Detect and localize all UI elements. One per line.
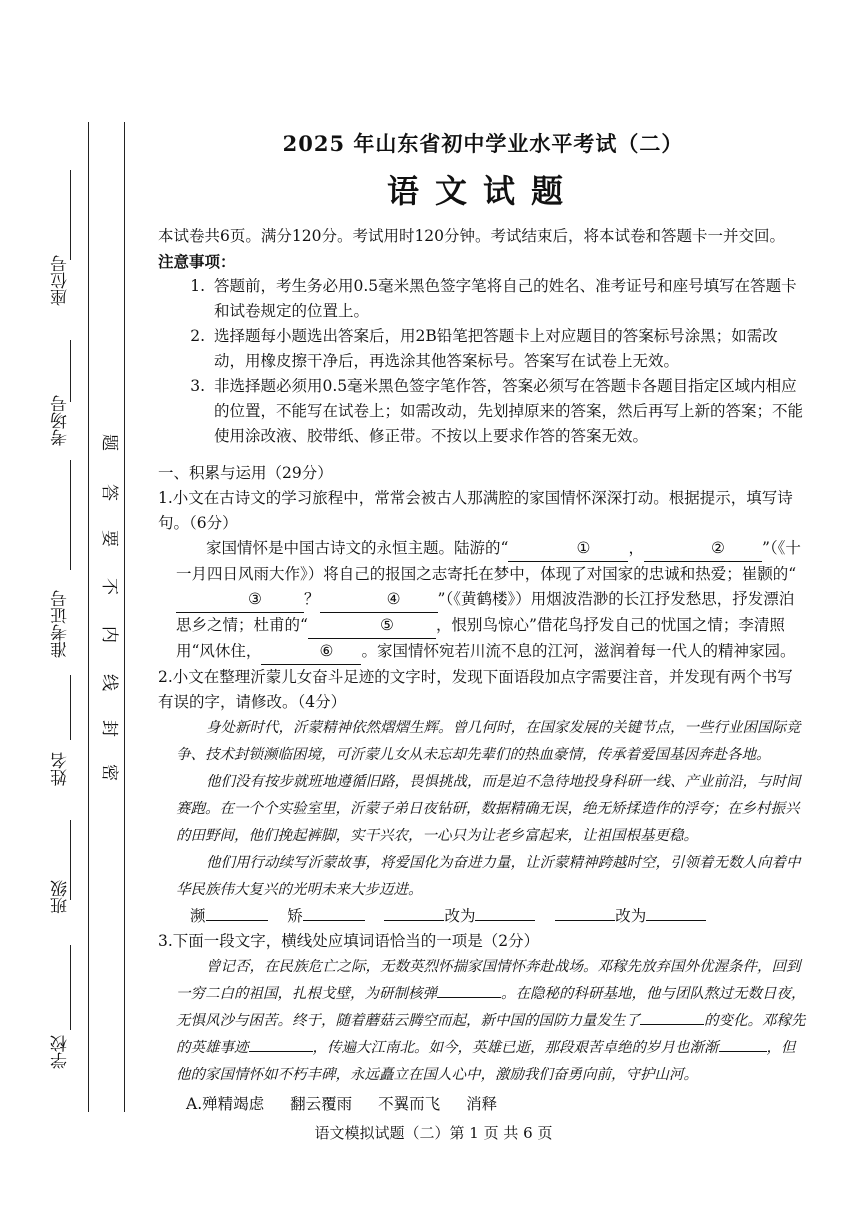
subject-title: 语文试题 <box>386 172 579 210</box>
page-footer: 语文模拟试题（二）第 1 页 共 6 页 <box>314 1124 553 1142</box>
question-2-paragraph: 身处新时代，沂蒙精神依然熠熠生辉。曾几何时，在国家发展的关键节点，一些行业困国际竞争、技术封锁濒临困境，可沂蒙儿女从未忘却先辈们的热血豪情，传承着爱国基因奔赴各地。 <box>176 720 801 763</box>
answer-blank <box>646 920 706 921</box>
answer-text: 改为 <box>444 907 476 925</box>
passage-text: ， <box>628 539 644 557</box>
question-2-paragraph: 他们没有按步就班地遵循旧路，畏惧挑战，而是迫不急待地投身科研一线、产业前沿，与时间赛跑。在一个个实验室里，沂蒙子弟日夜钻研，数据精确无误，绝无矫揉造作的浮夸；在乡村振兴的田野间，他们挽起裤脚，实干兴农，一心只为让老乡富起来，让祖国根基更稳。 <box>176 774 801 844</box>
notes-title: 注意事项： <box>158 252 236 271</box>
question-2-stem: 2.小文在整理沂蒙儿女奋斗足迹的文字时，发现下面语段加点字需要注音，并发现有两个书写有误的字，请修改。（4分） <box>158 668 793 711</box>
option-text: 消释 <box>466 1095 498 1113</box>
passage-text: ”（《黄鹤楼》）用烟波浩渺的长江抒发愁思，抒发漂泊思乡之情；杜甫的“ <box>176 590 795 634</box>
passage-text: ，但他的家国情怀如不朽丰碑，永远矗立在国人心中，激励我们奋勇向前，守护山河。 <box>176 1040 796 1083</box>
seal-char: 封 <box>102 716 119 736</box>
note-item: 2. 选择题每小题选出答案后，用2B铅笔把答题卡上对应题目的答案标号涂黑；如需改动，用橡皮擦干净后，再选涂其他答案标号。答案写在试卷上无效。 <box>210 324 808 374</box>
answer-char: 濒 <box>190 907 206 925</box>
name-line <box>70 675 71 740</box>
blank-1: ① <box>508 536 628 562</box>
question-3-options <box>158 1089 808 1119</box>
passage-text: ，传遍大江南北。如今，英雄已逝，那段艰苦卓绝的岁月也渐渐 <box>312 1040 719 1056</box>
blank-3: ③ <box>176 587 304 613</box>
answer-char: 矫 <box>287 907 303 925</box>
question-1-stem: 1.小文在古诗文的学习旅程中，常常会被古人那满腔的家国情怀深深打动。根据提示，填写诗句。（6分） <box>158 489 793 532</box>
blank <box>437 997 501 998</box>
room-number-label: 考场号 <box>51 395 71 446</box>
answer-blank <box>475 920 535 921</box>
seal-char: 不 <box>102 574 119 594</box>
name-label: 姓名 <box>51 752 71 786</box>
notes-list <box>158 274 808 449</box>
section-heading: 一、积累与运用（29分） <box>158 464 333 482</box>
note-item: 3. 非选择题必须用0.5毫米黑色签字笔作答，答案必须写在答题卡各题目指定区域内相应的位置，不能写在试卷上；如需改动，先划掉原来的答案，然后再写上新的答案；不能使用涂改液、胶带纸、修正带。不按以上要求作答的答案无效。 <box>210 374 808 449</box>
binding-line-inner <box>124 122 125 1112</box>
seat-number-line <box>70 170 71 260</box>
seal-char: 答 <box>102 480 119 500</box>
option-text: 翻云覆雨 <box>290 1095 353 1113</box>
seal-char: 密 <box>102 760 119 780</box>
passage-text: 曾记否，在民族危亡之际，无数英烈怀揣家国情怀奔赴战场。邓稼先放弃国外优渥条件，回到一穷二白的祖国，扎根戈壁，为研制核弹 <box>176 959 801 1002</box>
question-1-passage <box>158 536 808 665</box>
passage-text: ？ <box>304 590 320 608</box>
seat-number-label: 座位号 <box>51 255 71 306</box>
option-text: 不翼而飞 <box>378 1095 441 1113</box>
seal-char: 题 <box>102 430 119 450</box>
exam-title: 2025 年山东省初中学业水平考试（二） <box>282 131 684 156</box>
blank <box>640 1024 704 1025</box>
room-number-line <box>70 340 71 402</box>
question-2-answer-row <box>158 904 808 929</box>
blank-5: ⑤ <box>308 613 436 639</box>
passage-text: ，恨别鸟惊心”借花鸟抒发自己的忧国之情；李清照用“风休住， <box>176 616 785 660</box>
blank <box>719 1051 767 1052</box>
school-label: 学校 <box>51 1035 71 1069</box>
passage-text: ”（《十一月四日风雨大作》）将自己的报国之志寄托在梦中，体现了对国家的忠诚和热爱；崔颢的“ <box>176 539 801 583</box>
ticket-number-line <box>70 460 71 570</box>
question-2-paragraph: 他们用行动续写沂蒙故事，将爱国化为奋进力量，让沂蒙精神跨越时空，引领着无数人向着中华民族伟大复兴的光明未来大步迈进。 <box>176 855 801 898</box>
blank-4: ④ <box>320 587 438 613</box>
passage-text: 。家国情怀宛若川流不息的江河，滋润着每一代人的精神家园。 <box>361 642 796 660</box>
class-label: 班级 <box>51 880 71 914</box>
passage-text: 的变化。邓稼先的英雄事迹 <box>176 1013 806 1056</box>
blank-2: ② <box>644 536 762 562</box>
option-text: A.殚精竭虑 <box>186 1095 265 1113</box>
ticket-number-label: 准考证号 <box>51 590 71 658</box>
passage-text: 家国情怀是中国古诗文的永恒主题。陆游的“ <box>206 539 509 557</box>
answer-blank <box>303 920 365 921</box>
seal-char: 要 <box>102 526 119 546</box>
binding-line-outer <box>88 122 89 1112</box>
note-item: 1. 答题前，考生务必用0.5毫米黑色签字笔将自己的姓名、准考证号和座号填写在答题卡和试卷规定的位置上。 <box>210 274 808 324</box>
passage-text: 。在隐秘的科研基地，他与团队熬过无数日夜，无惧风沙与困苦。终于，随着蘑菇云腾空而起，新中国的国防力量发生了 <box>176 986 806 1029</box>
question-3-stem: 3.下面一段文字，横线处应填词语恰当的一项是（2分） <box>158 932 540 950</box>
seal-char: 线 <box>102 670 119 690</box>
blank <box>249 1051 313 1052</box>
answer-blank <box>555 920 615 921</box>
answer-text: 改为 <box>615 907 647 925</box>
school-line <box>70 945 71 1030</box>
blank-6: ⑥ <box>261 639 361 665</box>
question-3-passage <box>158 954 808 1089</box>
exam-content <box>158 128 808 1119</box>
answer-blank <box>206 920 268 921</box>
exam-intro: 本试卷共6页。满分120分。考试用时120分钟。考试结束后，将本试卷和答题卡一并交回。 <box>158 227 786 245</box>
seal-char: 内 <box>102 622 119 642</box>
answer-blank <box>384 920 444 921</box>
